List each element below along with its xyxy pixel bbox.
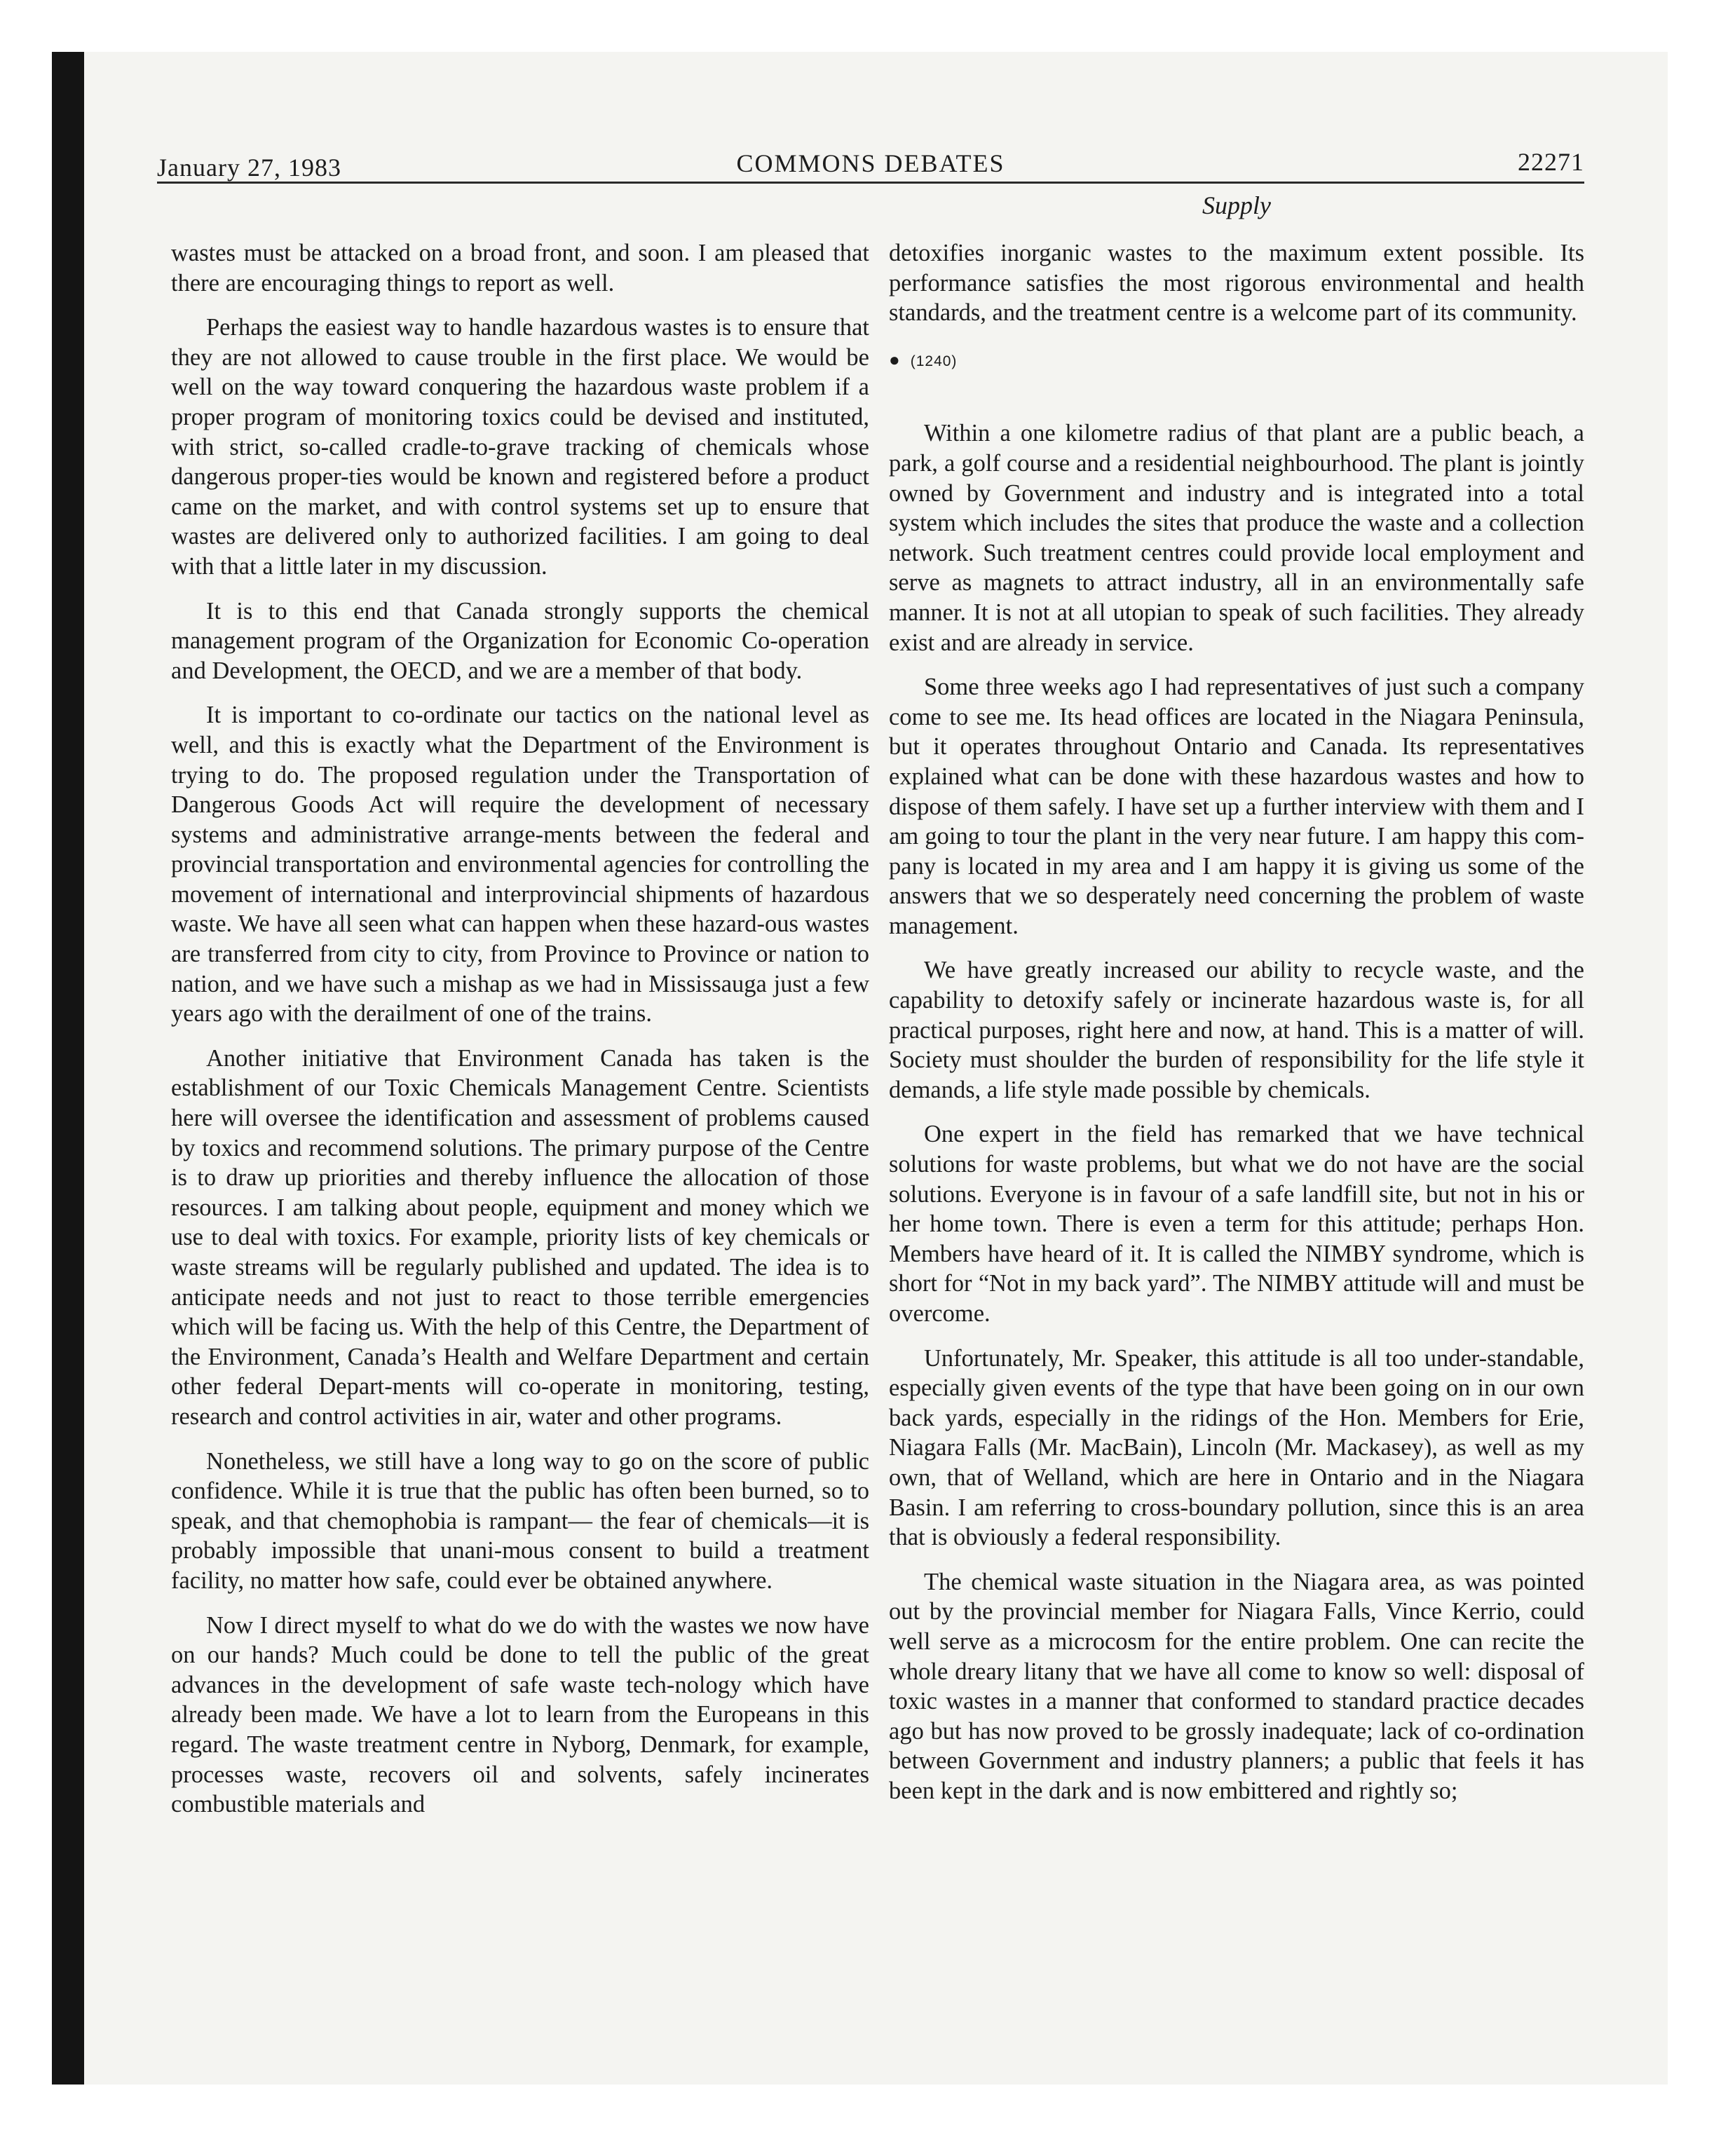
paragraph: wastes must be attacked on a broad front, and soon. I am pleased that there are encouraging things to report as well. (171, 240, 869, 296)
header-date: January 27, 1983 (157, 153, 341, 182)
paragraph: Another initiative that Environment Canada has taken is the establishment of our Toxic Chemicals Management Centre. Scientists here will oversee the identification and assessment of problems caused by toxics and recommend solutions. The primary purpose of the Centre is to draw up priorities and thereby influence the allocation of those resources. I am talking about people, equipment and money which we use to deal with toxics. For example, priority lists of key chemicals or waste streams will be regularly published and updated. The idea is to anticipate needs and not just to react to those terrible emergencies which will be facing us. With the help of this Centre, the Department of the Environment, Canada’s Health and Welfare Department and certain other federal Depart-ments will co-operate in monitoring, testing, research and control activities in air, water and other programs. (171, 1044, 869, 1430)
paragraph: Nonetheless, we still have a long way to go on the score of public confidence. While it is true that the public has often been burned, so to speak, and that chemophobia is rampant— the fear of chemicals—it is probably impossible that unani-mous consent to build a treatment facility, no matter how safe, could ever be obtained anywhere. (171, 1447, 869, 1594)
section-title: Supply (1202, 191, 1271, 219)
paragraph: Now I direct myself to what do we do with the wastes we now have on our hands? Much could be done to tell the public of the great advances in the development of safe waste tech-nology which have already been made. We have a lot to learn from the Europeans in this regard. The waste treatment centre in Nyborg, Denmark, for example, processes waste, recovers oil and solvents, safely incinerates combustible materials and (171, 1611, 869, 1818)
paragraph: The chemical waste situation in the Niagara area, as was pointed out by the provincial member for Niagara Falls, Vince Kerrio, could well serve as a microcosm for the entire problem. One can recite the whole dreary litany that we have all come to know so well: disposal of toxic wastes in a manner that conformed to standard practice decades ago but has now proved to be grossly inadequate; lack of co-ordination between Government and industry planners; a public that feels it has been kept in the dark and is now embittered and rightly so; (889, 1568, 1584, 1804)
paragraph: We have greatly increased our ability to recycle waste, and the capability to detoxify safely or incinerate hazardous waste is, for all practical purposes, right here and now, at hand. This is a matter of will. Society must shoulder the burden of responsibility for the life style it demands, a life style made possible by chemicals. (889, 957, 1584, 1103)
paragraph: Perhaps the easiest way to handle hazardous wastes is to ensure that they are not allowed to cause trouble in the first place. We would be well on the way toward conquering the hazardous waste problem if a proper program of monitoring toxics could be devised and instituted, with strict, so-called cradle-to-grave tracking of chemicals whose dangerous proper-ties would be known and registered before a product came on the market, and with control systems set up to ensure that wastes are delivered only to authorized facilities. I am going to deal with that a little later in my discussion. (171, 314, 869, 580)
paragraph: One expert in the field has remarked that we have technical solutions for waste problems, but what we do not have are the social solutions. Everyone is in favour of a safe landfill site, but not in his or her home town. There is even a term for this attitude; perhaps Hon. Members have heard of it. It is called the NIMBY syndrome, which is short for “Not in my back yard”. The NIMBY attitude will and must be overcome. (889, 1121, 1584, 1327)
running-head (157, 147, 1584, 184)
timestamp-label: (1240) (910, 353, 958, 369)
paragraph: Unfortunately, Mr. Speaker, this attitude is all too under-standable, especially given events of the type that have been going on in our own back yards, especially in the ridings of the Hon. Members for Erie, Niagara Falls (Mr. MacBain), Lincoln (Mr. Mackasey), as well as my own, that of Welland, which are here in Ontario and in the Niagara Basin. I am referring to cross-boundary pollution, since this is an area that is obviously a federal responsibility. (889, 1344, 1584, 1551)
paragraph: Within a one kilometre radius of that plant are a public beach, a park, a golf course and a residential neighbourhood. The plant is jointly owned by Government and industry and is integrated into a total system which includes the sites that produce the waste and a collection network. Such treatment centres could provide local employment and serve as magnets to attract industry, all in an environmentally safe manner. It is not at all utopian to speak of such facilities. They already exist and are already in service. (889, 420, 1584, 656)
left-column (171, 238, 869, 1834)
scan-binding-edge (52, 52, 84, 2085)
right-column (889, 238, 1584, 1821)
timestamp (889, 345, 1584, 377)
publication-title: COMMONS DEBATES (736, 149, 1005, 177)
bullet-icon: ● (889, 348, 901, 370)
header-rule (157, 182, 1584, 184)
paragraph: detoxifies inorganic wastes to the maximum extent possible. Its performance satisfies the most rigorous environmental and health standards, and the treatment centre is a welcome part of its community. (889, 240, 1584, 327)
page-number: 22271 (1518, 148, 1584, 176)
paragraph: Some three weeks ago I had representatives of just such a company come to see me. Its head offices are located in the Niagara Peninsula, but it operates throughout Ontario and Canada. Its representatives explained what can be done with these hazardous wastes and how to dispose of them safely. I have set up a further interview with them and I am going to tour the plant in the very near future. I am happy this com-pany is located in my area and I am happy it is giving us some of the answers that we so desperately need concerning the problem of waste management. (889, 674, 1584, 939)
paragraph: It is important to co-ordinate our tactics on the national level as well, and this is exactly what the Department of the Environment is trying to do. The proposed regulation under the Transportation of Dangerous Goods Act will require the development of necessary systems and administrative arrange-ments between the federal and provincial transportation and environmental agencies for controlling the movement of international and interprovincial shipments of hazardous waste. We have all seen what can happen when these hazard-ous wastes are transferred from city to city, from Province to Province or nation to nation, and we have such a mishap as we had in Mississauga just a few years ago with the derailment of one of the trains. (171, 702, 869, 1028)
paragraph: It is to this end that Canada strongly supports the chemical management program of the Organization for Economic Co-operation and Development, the OECD, and we are a member of that body. (171, 597, 869, 684)
